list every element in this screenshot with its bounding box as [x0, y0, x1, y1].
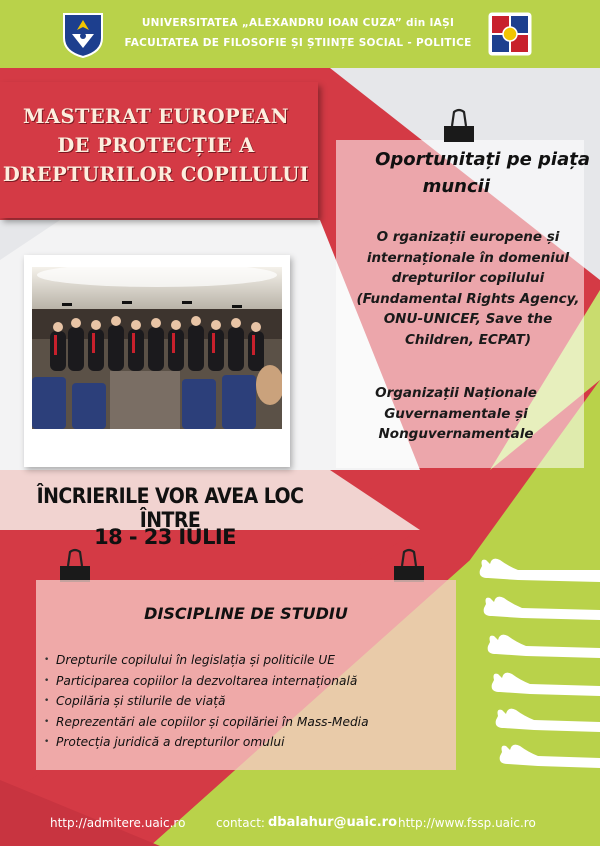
registration-dates: 18 - 23 IULIE: [94, 525, 236, 549]
list-item: • Reprezentări ale copiilor și copilăriei în Mass-Media: [44, 712, 369, 733]
org-line: O rganizații europene și: [376, 229, 560, 245]
faculty-crest-icon: [488, 12, 532, 56]
org-line: drepturilor copilului: [391, 270, 545, 286]
university-crest-icon: [62, 12, 104, 58]
binder-clip-icon: [392, 548, 426, 584]
title-line: DREPTURILOR COPILULUI: [2, 163, 310, 186]
contact-email[interactable]: [268, 815, 397, 830]
title-line: DE PROTECȚIE A: [57, 134, 255, 157]
university-name: UNIVERSITATEA „ALEXANDRU IOAN CUZA” din IAȘI: [141, 17, 455, 29]
faculty-link[interactable]: http://www.fssp.uaic.ro: [398, 816, 536, 830]
org-line: Nonguvernamentale: [378, 426, 534, 442]
org-line: Children, ECPAT): [404, 331, 531, 348]
list-item: • Copilăria și stilurile de viață: [44, 691, 369, 712]
org-line: Guvernamentale și: [384, 405, 528, 422]
list-item: • Protecția juridică a drepturilor omului: [44, 732, 369, 753]
disciplines-list: [44, 650, 369, 753]
title-line: MASTERAT EUROPEAN: [22, 105, 290, 128]
disciplines-heading: DISCIPLINE DE STUDIU: [144, 604, 348, 623]
registration-notice: ÎNCRIERILE VOR AVEA LOC ÎNTRE: [36, 484, 304, 532]
list-item: • Drepturile copilului în legislația și politicile UE: [44, 650, 369, 671]
org-line: internaționale în domeniul: [366, 249, 570, 266]
admission-link[interactable]: http://admitere.uaic.ro: [50, 816, 186, 830]
heading-line: Oportunitați pe piața: [375, 149, 590, 170]
contact-email-text[interactable]: dbalahur@uaic.ro: [268, 815, 398, 830]
org-line: (Fundamental Rights Agency,: [356, 290, 580, 307]
org-line: Organizații Naționale: [375, 385, 537, 401]
binder-clip-icon: [58, 548, 92, 584]
international-organizations: [348, 227, 588, 350]
list-item: • Participarea copiilor la dezvoltarea internațională: [44, 671, 369, 692]
faculty-name: FACULTATEA DE FILOSOFIE ȘI ȘTIINȚE SOCIAL - POLITICE: [124, 37, 472, 49]
opportunities-heading: [0, 146, 590, 200]
raised-hands-icon: [478, 556, 600, 788]
heading-line: muncii: [422, 176, 490, 197]
graduates-photo: [32, 267, 282, 429]
binder-clip-icon: [442, 108, 476, 144]
national-organizations: [336, 383, 576, 445]
contact-label: contact:: [216, 816, 265, 830]
org-line: ONU-UNICEF, Save the: [383, 311, 553, 327]
photo-frame: [24, 255, 290, 467]
